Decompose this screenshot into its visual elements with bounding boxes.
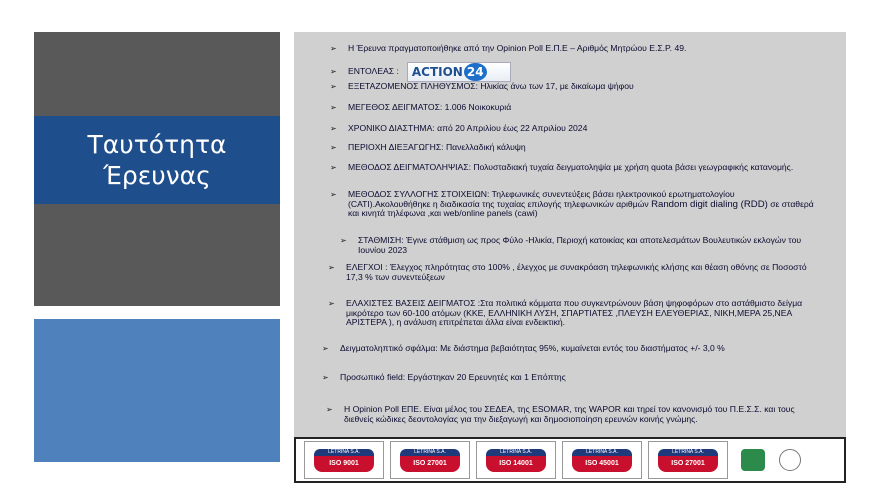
title-line-1: Ταυτότητα (87, 130, 227, 159)
bullet-arrow-icon: ➢ (326, 405, 333, 414)
item-sampling (330, 163, 793, 173)
title-line-2: Έρευνας (103, 161, 211, 190)
eco-leaf-icon (741, 449, 765, 471)
bullet-arrow-icon: ➢ (330, 143, 337, 152)
item-text: ΜΕΓΕΘΟΣ ΔΕΙΓΜΑΤΟΣ: 1.006 Νοικοκυριά (348, 102, 512, 112)
item-text: Δειγματοληπτικό σφάλμα: Με διάστημα βεβαιότητας 95%, κυμαίνεται εντός του διαστήματος +/- 3,0 % (340, 343, 725, 353)
certification-logos (294, 437, 846, 483)
bullet-arrow-icon: ➢ (322, 344, 329, 353)
page-title (88, 129, 227, 191)
item-error (322, 344, 725, 354)
item-text: ΠΕΡΙΟΧΗ ΔΙΕΞΑΓΩΓΗΣ: Πανελλαδική κάλυψη (348, 142, 526, 152)
item-text: ΜΕΘΟΔΟΣ ΔΕΙΓΜΑΤΟΛΗΨΙΑΣ: Πολυσταδιακή τυχαία δειγματοληψία με χρήση quota βάσει γεωγραφικής κατανομής. (348, 162, 794, 172)
bullet-arrow-icon: ➢ (330, 82, 337, 91)
bullet-arrow-icon: ➢ (340, 236, 347, 245)
bullet-arrow-icon: ➢ (328, 299, 335, 308)
stamp-icon (779, 449, 801, 471)
bullet-arrow-icon: ➢ (322, 373, 329, 382)
item-text: ΕΞΕΤΑΖΟΜΕΝΟΣ ΠΛΗΘΥΣΜΟΣ: Ηλικίας άνω των 17, με δικαίωμα ψήφου (348, 81, 634, 91)
item-text: Η Opinion Poll ΕΠΕ. Είναι μέλος του ΣΕΔΕΑ, της ESOMAR, της WAPOR και τηρεί τον κανονισμό του Π.Ε.Σ.Σ. και τους διεθνείς κώδικες δεοντολογίας για την διεξαγωγή και δημοσιοποίηση ερευνών κοινής γνώμης. (344, 404, 795, 424)
title-band (34, 116, 280, 204)
bullet-arrow-icon: ➢ (330, 67, 337, 77)
item-sample (330, 103, 511, 113)
item-survey (330, 44, 686, 54)
item-area (330, 143, 526, 153)
cert-logo: LETRINA S.A. ISO 14001 (476, 441, 556, 479)
item-text: Προσωπικό field: Εργάστηκαν 20 Ερευνητές και 1 Επόπτης (340, 372, 566, 382)
item-text: ΕΝΤΟΛΕΑΣ : (348, 66, 399, 77)
item-min-bases (328, 299, 816, 328)
cert-logo: LETRINA S.A. ISO 27001 (390, 441, 470, 479)
eco-logos (734, 441, 808, 479)
item-staff (322, 373, 566, 383)
cert-logo: LETRINA S.A. ISO 45001 (562, 441, 642, 479)
item-collection (330, 190, 818, 219)
action24-logo: ACTION 24 (407, 62, 511, 82)
item-weighting (340, 236, 828, 255)
bullet-arrow-icon: ➢ (330, 44, 337, 53)
cert-logo: LETRINA S.A. ISO 9001 (304, 441, 384, 479)
item-membership (326, 405, 814, 424)
item-period (330, 124, 587, 134)
item-text: ΧΡΟΝΙΚΟ ΔΙΑΣΤΗΜΑ: από 20 Απριλίου έως 22 Απριλίου 2024 (348, 123, 588, 133)
item-text: ΜΕΘΟΔΟΣ ΣΥΛΛΟΓΗΣ ΣΤΟΙΧΕΙΩΝ: Τηλεφωνικές συνεντεύξεις βάσει ηλεκτρονικού ερωτηματολογίου (CATI).Ακολουθήθηκε η διαδικασία της τυχαίας επιλογής τηλεφωνικών αριθμών Random digit dialing (RDD) σε σταθερά και κινητά τηλέφωνα ,και web/online panels (cawi) (348, 189, 814, 219)
bullet-arrow-icon: ➢ (330, 163, 337, 172)
item-controls (328, 263, 816, 282)
item-text: ΣΤΑΘΜΙΣΗ: Έγινε στάθμιση ως προς Φύλο -Ηλικία, Περιοχή κατοικίας και αποτελεσμάτων Βουλευτικών εκλογών του Ιουνίου 2023 (358, 235, 802, 255)
item-text: ΕΛΕΓΧΟΙ : Έλεγχος πληρότητας στο 100% , έλεγχος με συνακρόαση τηλεφωνικής κλήσης και θέαση οθόνης σε Ποσοστό 17,3 % των συνεντεύξεων (346, 262, 807, 282)
item-text: Η Έρευνα πραγματοποιήθηκε από την Opinion Poll Ε.Π.Ε – Αριθμός Μητρώου Ε.Σ.Ρ. 49. (348, 43, 687, 53)
bullet-arrow-icon: ➢ (330, 190, 337, 199)
bullet-arrow-icon: ➢ (330, 103, 337, 112)
left-blue-block (34, 319, 280, 462)
cert-logo: LETRINA S.A. ISO 27001 (648, 441, 728, 479)
bullet-arrow-icon: ➢ (330, 124, 337, 133)
item-population (330, 82, 634, 92)
bullet-arrow-icon: ➢ (328, 263, 335, 272)
item-client (330, 62, 511, 82)
item-text: ΕΛΑΧΙΣΤΕΣ ΒΑΣΕΙΣ ΔΕΙΓΜΑΤΟΣ :Στα πολιτικά κόμματα που συγκεντρώνουν βάση ψηφοφόρων στο αστάθμιστο δείγμα μικρότερο των 60-100 ατόμων (ΚΚΕ, ΕΛΛΗΝΙΚΗ ΛΥΣΗ, ΣΠΑΡΤΙΑΤΕΣ ,ΠΛΕΥΣΗ ΕΛΕΥΘΕΡΙΑΣ, ΝΙΚΗ,ΜΕΡΑ 25,ΝΕΑ ΑΡΙΣΤΕΡΑ ), η ανάλυση επιτρέπεται άλλα είναι ενδεικτική. (346, 298, 803, 328)
